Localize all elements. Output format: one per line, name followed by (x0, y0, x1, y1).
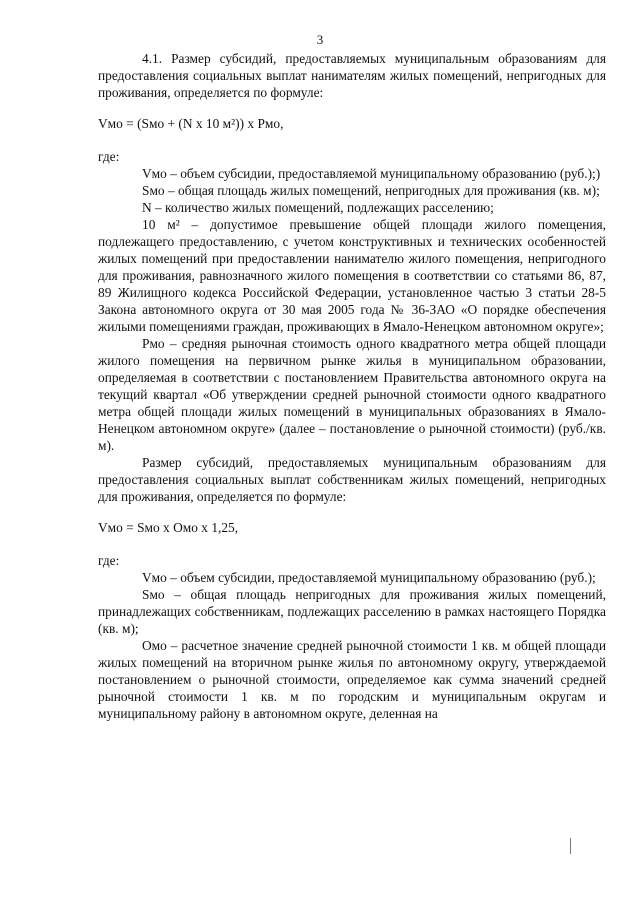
formula-owners: Vмо = Sмо х Омо х 1,25, (98, 520, 239, 535)
definition-omo: Омо – расчетное значение средней рыночной стоимости 1 кв. м общей площади жилых помещений на вторичном рынке жилья по автономному округу, утверждаемой постановлением о рыночной стоимости, определяемое как сумма значений средней рыночной стоимости 1 кв. м по городским и муниципальным округам и муниципальному району в автономном округе, деленная на (98, 638, 606, 721)
page-number: 3 (316, 32, 324, 47)
definition-n: N – количество жилых помещений, подлежащих расселению; (142, 200, 494, 215)
scan-mark (570, 838, 571, 854)
definition-smo-2: Sмо – общая площадь непригодных для проживания жилых помещений, принадлежащих собственникам, подлежащих расселению в рамках настоящего Порядка (кв. м); (98, 587, 606, 636)
definition-vmo-2: Vмо – объем субсидии, предоставляемой муниципальному образованию (руб.); (142, 570, 596, 585)
document-body (98, 50, 606, 722)
paragraph-4-1: 4.1. Размер субсидий, предоставляемых муниципальным образованиям для предоставления социальных выплат нанимателям жилых помещений, непригодных для проживания, определяется по формуле: (98, 51, 606, 100)
where-label: где: (98, 149, 120, 164)
paragraph-owners: Размер субсидий, предоставляемых муниципальным образованиям для предоставления социальных выплат собственникам жилых помещений, непригодных для проживания, определяется по формуле: (98, 455, 606, 504)
definition-smo: Sмо – общая площадь жилых помещений, непригодных для проживания (кв. м); (142, 183, 600, 198)
formula-tenants: Vмо = (Sмо + (N x 10 м²)) х Рмо, (98, 116, 284, 131)
definition-vmo: Vмо – объем субсидии, предоставляемой муниципальному образованию (руб.);) (142, 166, 601, 181)
definition-10m2: 10 м² – допустимое превышение общей площади жилого помещения, подлежащего предоставлению, с учетом конструктивных и технических особенностей жилых помещений при предоставлении нанимателю жилого помещения, непригодного для проживания, равнозначного жилого помещения в соответствии со статьями 86, 87, 89 Жилищного кодекса Российской Федерации, установленное частью 3 статьи 28-5 Закона автономного округа от 30 мая 2005 года № 36-ЗАО «О порядке обеспечения жилыми помещениями граждан, проживающих в Ямало-Ненецком автономном округе»; (98, 217, 606, 334)
definition-rmo: Рмо – средняя рыночная стоимость одного квадратного метра общей площади жилого помещения на первичном рынке жилья в муниципальном образовании, определяемая в соответствии с постановлением Правительства автономного округа на текущий квартал «Об утверждении средней рыночной стоимости одного квадратного метра общей площади жилых помещений в муниципальных образованиях в Ямало-Ненецком автономном округе» (далее – постановление о рыночной стоимости) (руб./кв. м). (98, 336, 606, 453)
where-label-2: где: (98, 553, 120, 568)
